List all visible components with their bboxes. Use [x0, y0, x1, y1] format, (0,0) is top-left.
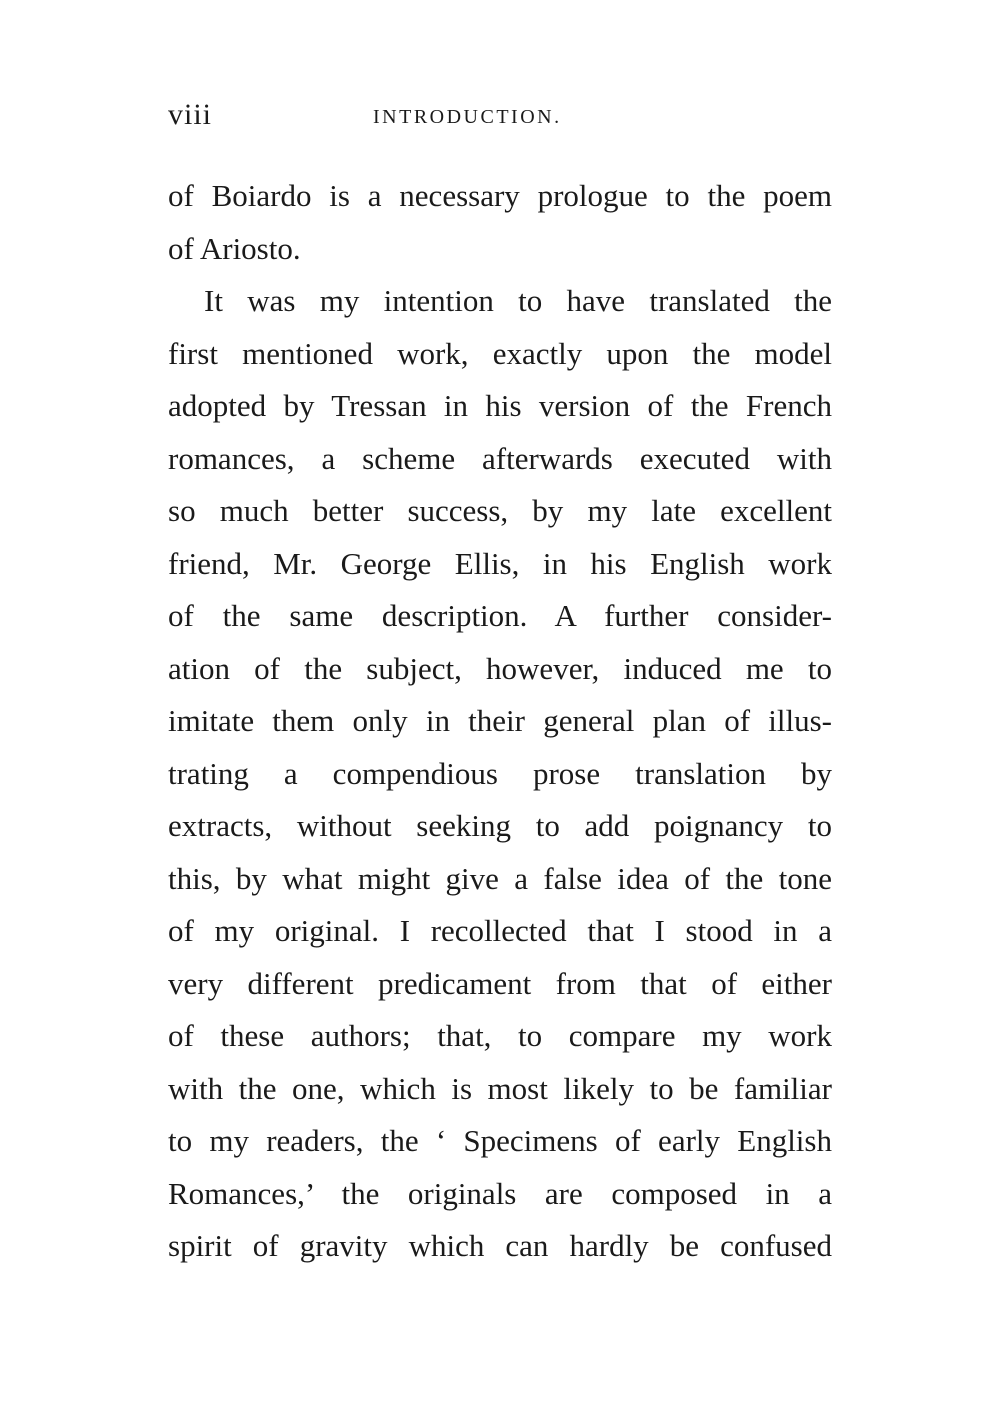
- text-line: to my readers, the ‘ Specimens of early English: [168, 1123, 832, 1158]
- text-line: first mentioned work, exactly upon the model: [168, 335, 832, 371]
- text-line: imitate them only in their general plan of illus-: [168, 703, 832, 738]
- paragraph-1: [168, 170, 832, 275]
- text-line: so much better success, by my late excellent: [168, 493, 832, 528]
- text-line: friend, Mr. George Ellis, in his English work: [168, 545, 832, 581]
- text-line: trating a compendious prose translation by: [168, 755, 832, 791]
- text-line: with the one, which is most likely to be familiar: [168, 1070, 832, 1106]
- text-line: of these authors; that, to compare my work: [168, 1018, 832, 1053]
- text-line: Romances,’ the originals are composed in a: [168, 1175, 832, 1211]
- text-line: adopted by Tressan in his version of the French: [168, 388, 832, 423]
- text-line: romances, a scheme afterwards executed with: [168, 440, 832, 476]
- text-line: very different predicament from that of either: [168, 965, 832, 1001]
- running-head: INTRODUCTION.: [373, 106, 562, 128]
- text-line: of Boiardo is a necessary prologue to the poem: [168, 178, 832, 213]
- text-line: this, by what might give a false idea of the tone: [168, 860, 832, 896]
- text-line: It was my intention to have translated the: [204, 283, 832, 318]
- text-line: of the same description. A further consider-: [168, 598, 832, 633]
- text-line: ation of the subject, however, induced me to: [168, 650, 832, 686]
- page-number: viii: [168, 98, 213, 131]
- page-header: [168, 98, 832, 138]
- text-line: spirit of gravity which can hardly be confused: [168, 1228, 832, 1263]
- text-line: of my original. I recollected that I stood in a: [168, 913, 832, 948]
- text-line: extracts, without seeking to add poignancy to: [168, 808, 832, 843]
- paragraph-2: [168, 275, 832, 1273]
- body-text: [168, 170, 832, 1273]
- text-line: of Ariosto.: [168, 230, 301, 266]
